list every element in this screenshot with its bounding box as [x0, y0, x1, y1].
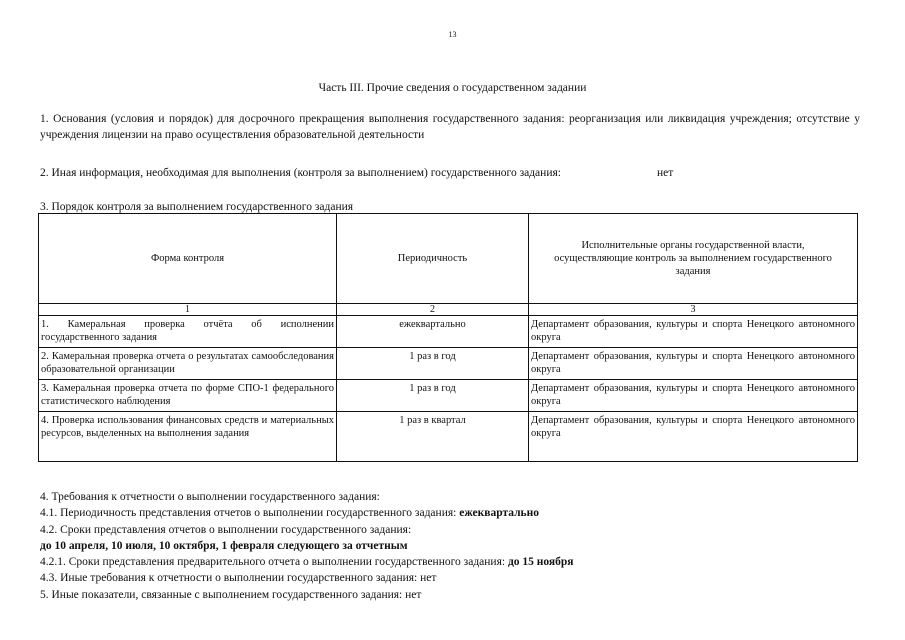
reporting-requirements [40, 489, 870, 603]
control-organ-cell: Департамент образования, культуры и спорта Ненецкого автономного округа [529, 412, 858, 462]
control-form-cell: 2. Камеральная проверка отчета о результатах самообследования образовательной организации [39, 348, 337, 380]
section-2-value: нет [657, 167, 674, 179]
column-number: 2 [337, 304, 529, 316]
header-periodicity: Периодичность [337, 214, 529, 304]
part-title: Часть III. Прочие сведения о государственном задании [318, 82, 587, 94]
control-table-header [39, 214, 858, 304]
section-4-1-value: ежеквартально [459, 507, 539, 520]
section-5: 5. Иные показатели, связанные с выполнением государственного задания: нет [40, 588, 422, 601]
section-4-2-1 [40, 554, 870, 570]
section-3-title: 3. Порядок контроля за выполнением государственного задания [40, 201, 354, 213]
control-organ-cell: Департамент образования, культуры и спорта Ненецкого автономного округа [529, 380, 858, 412]
periodicity-cell: 1 раз в год [337, 380, 529, 412]
column-number: 3 [529, 304, 858, 316]
periodicity-cell: 1 раз в год [337, 348, 529, 380]
control-table-column-numbers [39, 304, 858, 316]
control-form-cell: 4. Проверка использования финансовых средств и материальных ресурсов, выделенных на выполнения задания [39, 412, 337, 462]
control-form-cell: 3. Камеральная проверка отчета по форме СПО-1 федерального статистического наблюдения [39, 380, 337, 412]
section-4-1 [40, 505, 870, 521]
section-2-label: 2. Иная информация, необходимая для выполнения (контроля за выполнением) государственного задания: [40, 167, 561, 179]
section-2-other-info [40, 165, 860, 181]
section-4-3: 4.3. Иные требования к отчетности о выполнении государственного задания: нет [40, 572, 437, 585]
section-4-title: 4. Требования к отчетности о выполнении государственного задания: [40, 491, 380, 503]
section-4-2-1-label: 4.2.1. Сроки представления предварительного отчета о выполнении государственного задания: [40, 556, 506, 569]
header-control-organs: Исполнительные органы государственной власти, осуществляющие контроль за выполнением государственного задания [529, 214, 858, 304]
control-organ-cell: Департамент образования, культуры и спорта Ненецкого автономного округа [529, 348, 858, 380]
control-organ-cell: Департамент образования, культуры и спорта Ненецкого автономного округа [529, 316, 858, 348]
table-row [39, 412, 858, 462]
control-form-cell: 1. Камеральная проверка отчёта об исполнении государственного задания [39, 316, 337, 348]
column-number: 1 [39, 304, 337, 316]
page-number: 13 [448, 30, 457, 39]
section-4-2-value: до 10 апреля, 10 июля, 10 октября, 1 февраля следующего за отчетным [40, 539, 408, 552]
section-4-2-label: 4.2. Сроки представления отчетов о выполнении государственного задания: [40, 523, 412, 536]
table-row [39, 380, 858, 412]
table-row [39, 316, 858, 348]
periodicity-cell: 1 раз в квартал [337, 412, 529, 462]
control-table [38, 213, 858, 462]
periodicity-cell: ежеквартально [337, 316, 529, 348]
table-row [39, 348, 858, 380]
header-control-form: Форма контроля [39, 214, 337, 304]
section-4-2-1-value: до 15 ноября [507, 556, 574, 569]
section-4-1-label: 4.1. Периодичность представления отчетов о выполнении государственного задания: [40, 507, 457, 520]
section-1-termination-grounds: 1. Основания (условия и порядок) для досрочного прекращения выполнения государственного задания: реорганизация или ликвидация учреждения; отсутствие у учреждения лицензии на право осуществления образовательной деятельности [40, 113, 860, 141]
